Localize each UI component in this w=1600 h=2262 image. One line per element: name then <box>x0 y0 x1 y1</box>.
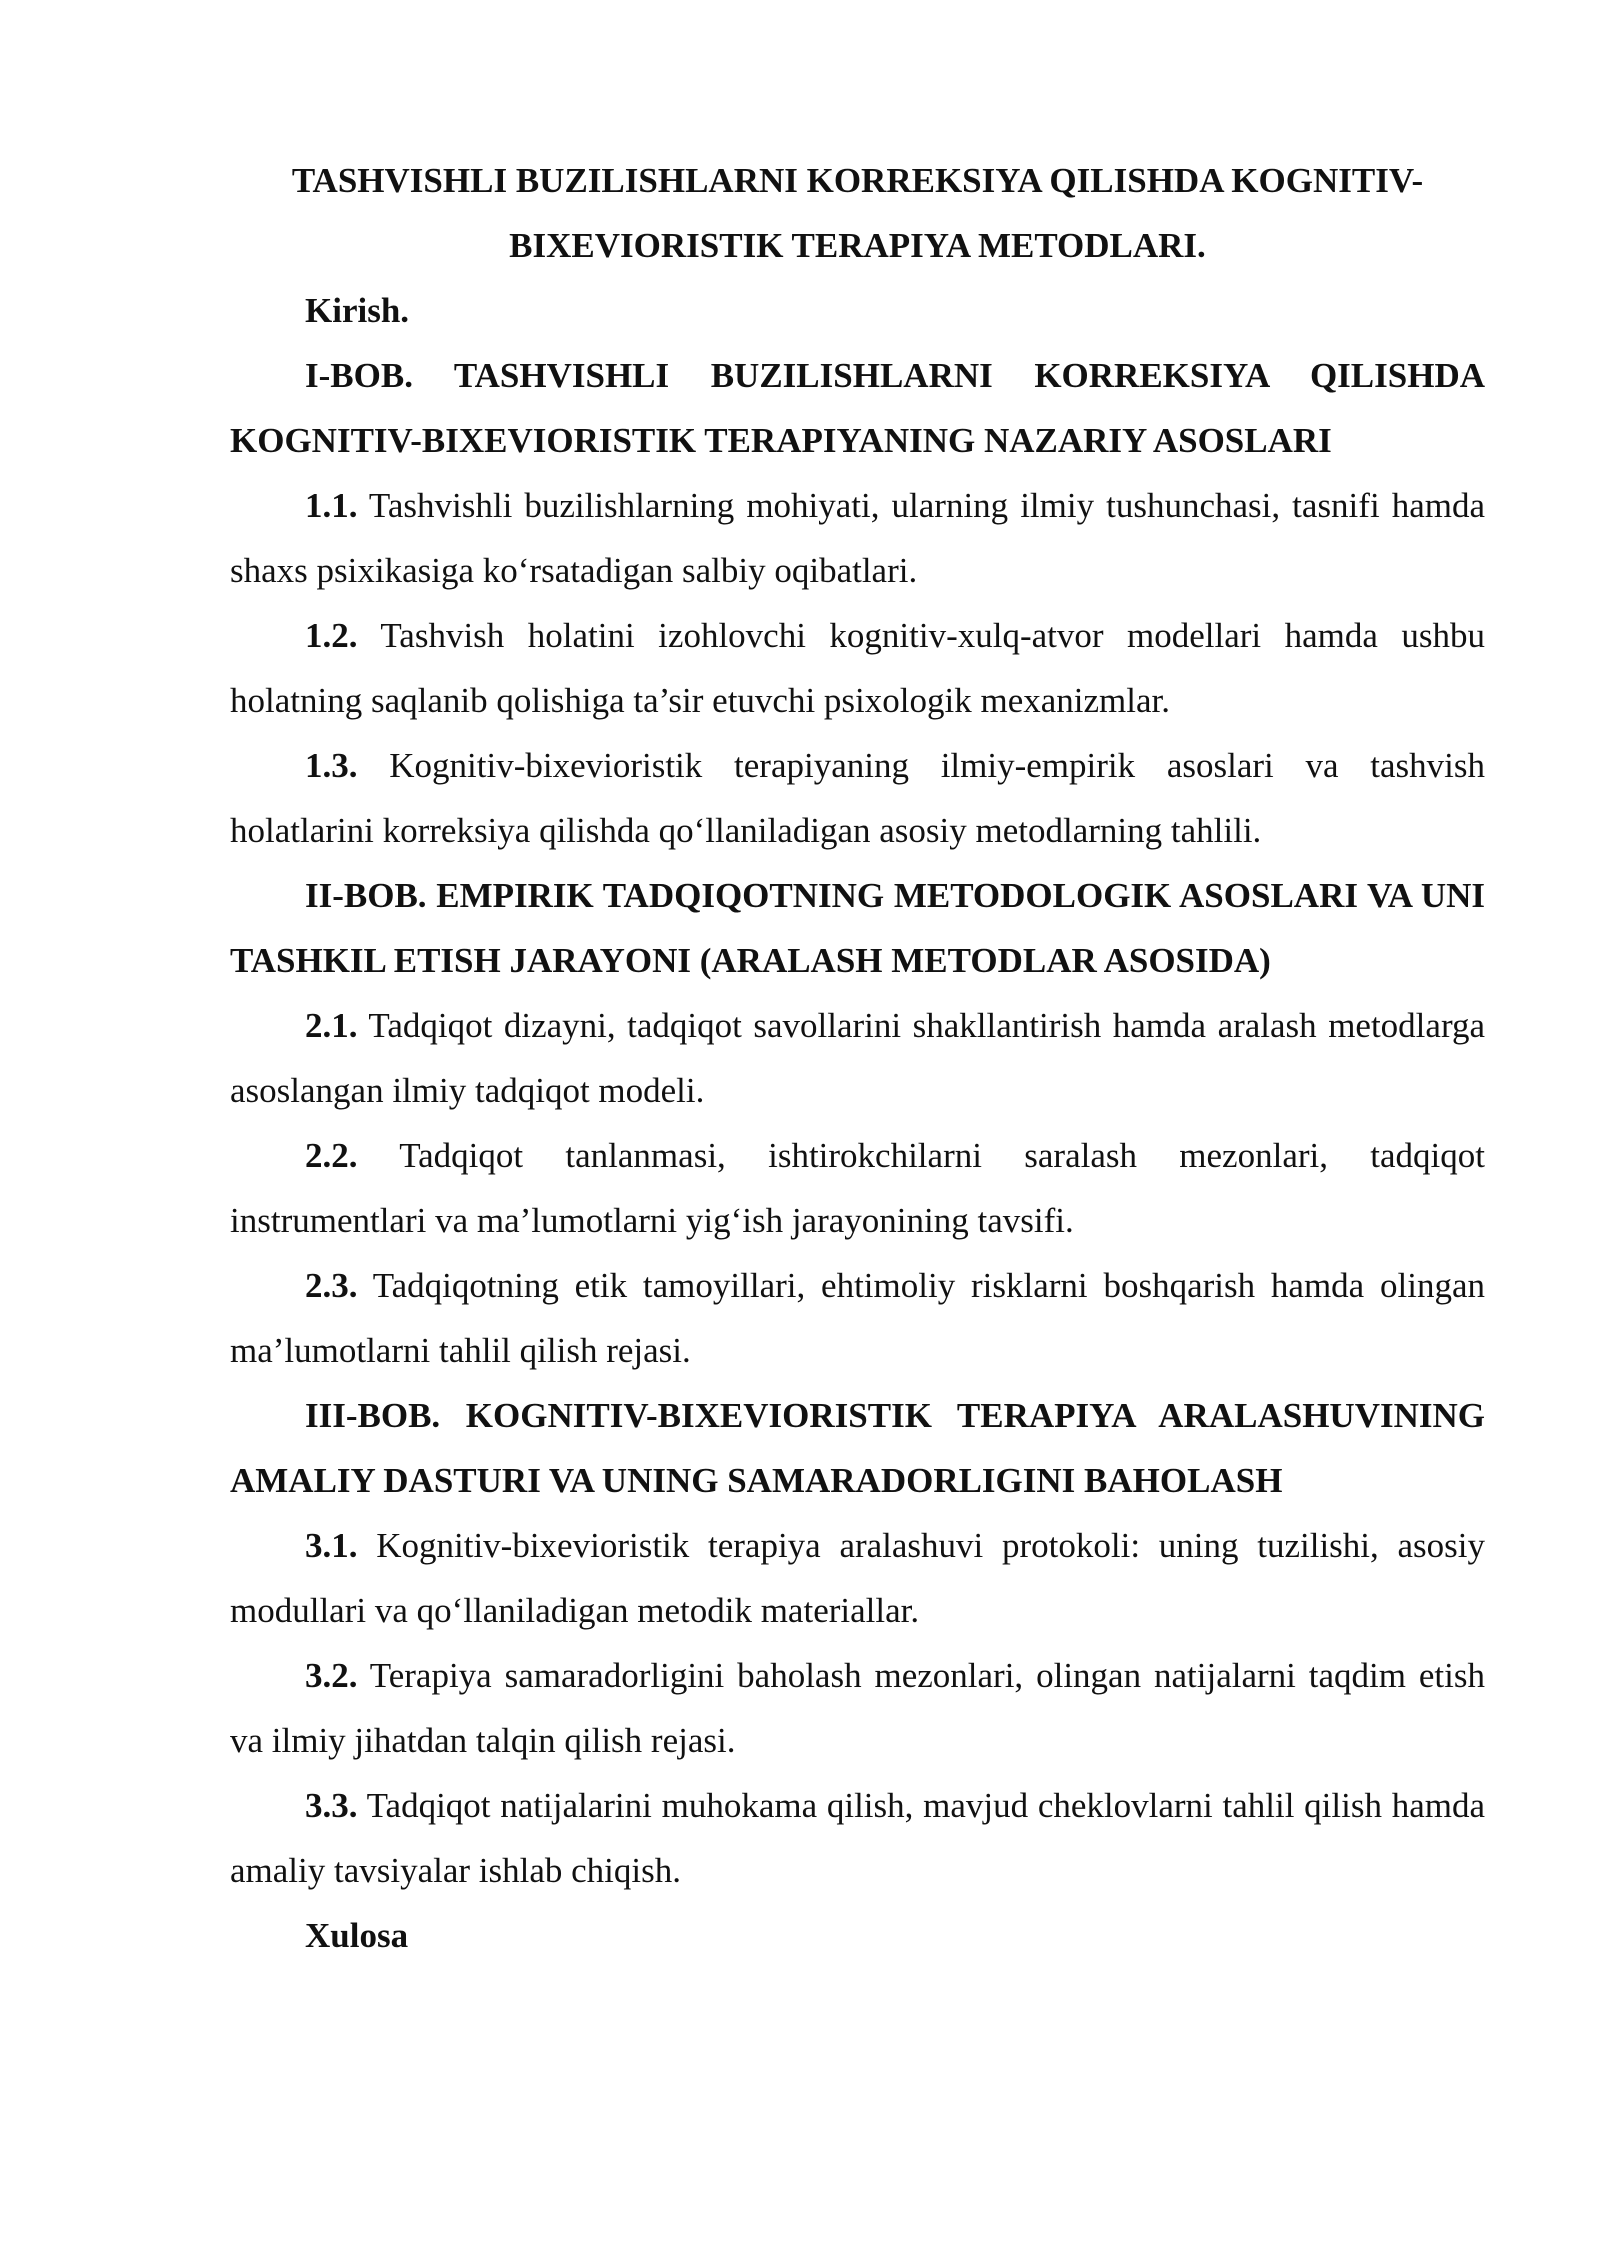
section-number: 1.3. <box>305 746 358 785</box>
document-page <box>230 148 1485 1968</box>
intro-heading: Kirish. <box>305 291 410 330</box>
document-title: TASHVISHLI BUZILISHLARNI KORREKSIYA QILISHDA KOGNITIV-BIXEVIORISTIK TERAPIYA METODLARI. <box>291 161 1424 265</box>
section-1-3 <box>230 733 1485 863</box>
section-text: Tadqiqotning etik tamoyillari, ehtimoliy risklarni boshqarish hamda olingan ma’lumotlarni tahlil qilish rejasi. <box>230 1266 1486 1370</box>
section-number: 2.3. <box>305 1266 358 1305</box>
section-1-1 <box>230 473 1485 603</box>
section-number: 3.2. <box>305 1656 358 1695</box>
chapter-2-heading: II-BOB. EMPIRIK TADQIQOTNING METODOLOGIK ASOSLARI VA UNI TASHKIL ETISH JARAYONI (ARALASH METODLAR ASOSIDA) <box>230 876 1485 980</box>
chapter-3-heading: III-BOB. KOGNITIV-BIXEVIORISTIK TERAPIYA ARALASHUVINING AMALIY DASTURI VA UNING SAMARADORLIGINI BAHOLASH <box>230 1396 1485 1500</box>
section-1-2 <box>230 603 1485 733</box>
section-text: Tashvish holatini izohlovchi kognitiv-xulq-atvor modellari hamda ushbu holatning saqlanib qolishiga ta’sir etuvchi psixologik mexanizmlar. <box>230 616 1486 720</box>
chapter-1-heading: I-BOB. TASHVISHLI BUZILISHLARNI KORREKSIYA QILISHDA KOGNITIV-BIXEVIORISTIK TERAPIYANING NAZARIY ASOSLARI <box>230 356 1485 460</box>
section-3-3 <box>230 1773 1485 1903</box>
section-2-1 <box>230 993 1485 1123</box>
section-text: Kognitiv-bixevioristik terapiya aralashuvi protokoli: uning tuzilishi, asosiy modullari va qo‘llaniladigan metodik materiallar. <box>230 1526 1485 1630</box>
section-3-1 <box>230 1513 1485 1643</box>
section-text: Tashvishli buzilishlarning mohiyati, ularning ilmiy tushunchasi, tasnifi hamda shaxs psixikasiga ko‘rsatadigan salbiy oqibatlari. <box>230 486 1485 590</box>
section-number: 3.1. <box>305 1526 358 1565</box>
section-text: Tadqiqot natijalarini muhokama qilish, mavjud cheklovlarni tahlil qilish hamda amaliy tavsiyalar ishlab chiqish. <box>230 1786 1485 1890</box>
section-2-2 <box>230 1123 1485 1253</box>
section-text: Tadqiqot tanlanmasi, ishtirokchilarni saralash mezonlari, tadqiqot instrumentlari va ma’lumotlarni yig‘ish jarayonining tavsifi. <box>230 1136 1485 1240</box>
section-number: 3.3. <box>305 1786 358 1825</box>
section-text: Kognitiv-bixevioristik terapiyaning ilmiy-empirik asoslari va tashvish holatlarini korreksiya qilishda qo‘llaniladigan asosiy metodlarning tahlili. <box>230 746 1486 850</box>
section-number: 1.1. <box>305 486 358 525</box>
section-text: Terapiya samaradorligini baholash mezonlari, olingan natijalarni taqdim etish va ilmiy jihatdan talqin qilish rejasi. <box>230 1656 1485 1760</box>
section-3-2 <box>230 1643 1485 1773</box>
section-number: 2.1. <box>305 1006 358 1045</box>
section-text: Tadqiqot dizayni, tadqiqot savollarini shakllantirish hamda aralash metodlarga asoslangan ilmiy tadqiqot modeli. <box>230 1006 1486 1110</box>
section-number: 2.2. <box>305 1136 358 1175</box>
section-number: 1.2. <box>305 616 358 655</box>
section-2-3 <box>230 1253 1485 1383</box>
conclusion-heading: Xulosa <box>305 1916 409 1955</box>
